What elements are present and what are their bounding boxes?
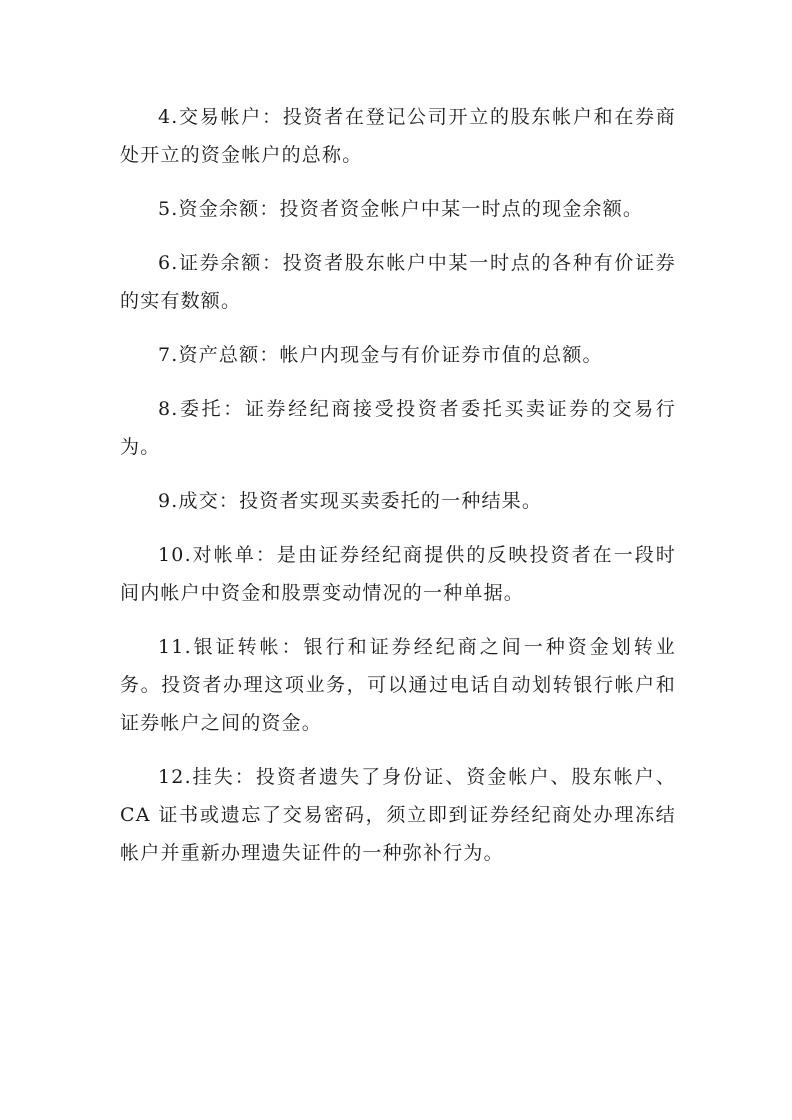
paragraph-report-loss: 12.挂失：投资者遗失了身份证、资金帐户、股东帐户、CA 证书或遗忘了交易密码，须立即到证券经纪商处办理冻结帐户并重新办理遗失证件的一种弥补行为。: [120, 766, 676, 864]
paragraph-transaction: 9.成交：投资者实现买卖委托的一种结果。: [158, 490, 543, 512]
paragraph-statement: 10.对帐单：是由证券经纪商提供的反映投资者在一段时间内帐户中资金和股票变动情况的一种单据。: [120, 544, 676, 604]
document-body: [120, 98, 676, 888]
paragraph-total-assets: 7.资产总额：帐户内现金与有价证券市值的总额。: [158, 344, 603, 366]
paragraph-bank-securities-transfer: 11.银证转帐：银行和证券经纪商之间一种资金划转业务。投资者办理这项业务，可以通过电话自动划转银行帐户和证券帐户之间的资金。: [120, 636, 676, 734]
paragraph-fund-balance: 5.资金余额：投资者资金帐户中某一时点的现金余额。: [158, 198, 644, 220]
paragraph-securities-balance: 6.证券余额：投资者股东帐户中某一时点的各种有价证券的实有数额。: [120, 252, 676, 312]
paragraph-trading-account: 4.交易帐户：投资者在登记公司开立的股东帐户和在券商处开立的资金帐户的总称。: [120, 106, 676, 166]
paragraph-entrustment: 8.委托：证券经纪商接受投资者委托买卖证券的交易行为。: [120, 398, 676, 458]
